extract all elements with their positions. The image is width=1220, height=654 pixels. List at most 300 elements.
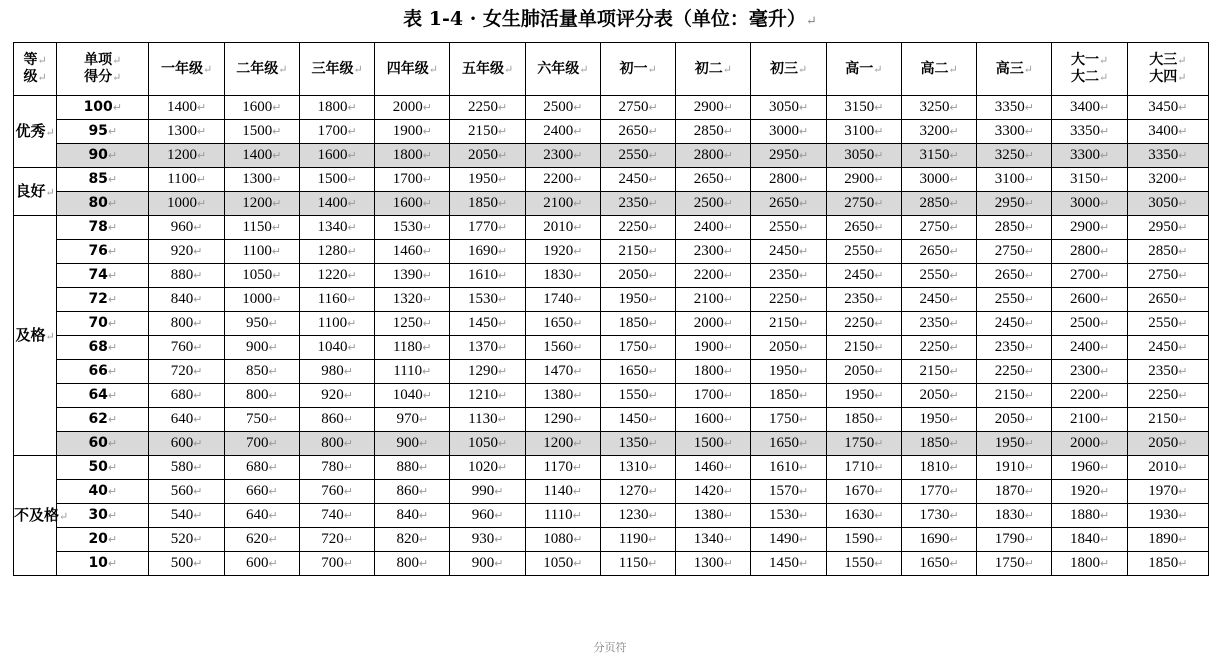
value-cell [299, 264, 374, 288]
score-cell [57, 240, 149, 264]
paragraph-mark-icon: ↵ [723, 150, 733, 162]
value-cell [525, 120, 600, 144]
value-cell [299, 288, 374, 312]
paragraph-mark-icon: ↵ [573, 198, 583, 210]
value-cell [299, 408, 374, 432]
value-text: 1290 [467, 363, 498, 379]
value-cell [450, 96, 525, 120]
value-text: 2050 [467, 147, 498, 163]
paragraph-mark-icon: ↵ [1099, 438, 1110, 450]
value-text: 1320 [392, 291, 423, 307]
value-text: 580 [170, 459, 194, 475]
value-cell [751, 144, 826, 168]
paragraph-mark-icon: ↵ [874, 414, 884, 426]
value-cell [901, 240, 976, 264]
value-text: 1700 [392, 171, 423, 187]
paragraph-mark-icon: ↵ [193, 462, 203, 474]
paragraph-mark-icon: ↵ [107, 293, 118, 306]
table-row [14, 528, 1209, 552]
value-cell [751, 384, 826, 408]
paragraph-mark-icon: ↵ [874, 486, 884, 498]
value-text: 2350 [994, 339, 1025, 355]
value-text: 1650 [543, 315, 574, 331]
paragraph-mark-icon: ↵ [347, 174, 357, 186]
value-text: 1500 [317, 171, 348, 187]
value-cell [149, 432, 224, 456]
value-cell [977, 264, 1052, 288]
paragraph-mark-icon: ↵ [193, 270, 203, 282]
paragraph-mark-icon: ↵ [648, 342, 658, 354]
value-text: 3200 [919, 123, 950, 139]
header-line: 四年级 [386, 60, 429, 77]
paragraph-mark-icon: ↵ [874, 510, 884, 522]
value-text: 1800 [1069, 555, 1100, 571]
header-line: 大一 [1070, 52, 1099, 68]
value-text: 840 [170, 291, 194, 307]
value-text: 1730 [919, 507, 950, 523]
paragraph-mark-icon: ↵ [648, 486, 658, 498]
value-text: 1960 [1069, 459, 1100, 475]
paragraph-mark-icon: ↵ [1099, 366, 1110, 378]
grade-level-char: 秀 [30, 121, 46, 140]
paragraph-mark-icon: ↵ [268, 462, 278, 474]
value-text: 2050 [768, 339, 799, 355]
value-cell [751, 552, 826, 576]
paragraph-mark-icon: ↵ [343, 414, 353, 426]
header-grade-year [1127, 43, 1208, 96]
paragraph-mark-icon: ↵ [648, 438, 658, 450]
value-text: 1950 [844, 387, 875, 403]
value-cell [751, 504, 826, 528]
value-text: 1190 [618, 531, 649, 547]
paragraph-mark-icon: ↵ [648, 270, 658, 282]
paragraph-mark-icon: ↵ [497, 462, 508, 474]
value-cell [751, 120, 826, 144]
value-cell [826, 456, 901, 480]
value-cell [299, 168, 374, 192]
value-text: 800 [396, 555, 419, 571]
value-text: 1110 [543, 507, 573, 523]
value-cell [977, 528, 1052, 552]
paragraph-mark-icon: ↵ [1099, 534, 1110, 546]
value-text: 2350 [618, 195, 649, 211]
value-cell [977, 384, 1052, 408]
value-text: 2550 [768, 219, 799, 235]
value-text: 2300 [1069, 363, 1100, 379]
value-text: 1040 [392, 387, 423, 403]
header-grade-year [600, 43, 675, 96]
value-text: 540 [170, 507, 194, 523]
paragraph-mark-icon: ↵ [648, 558, 658, 570]
paragraph-mark-icon: ↵ [45, 185, 55, 199]
value-cell [1127, 240, 1208, 264]
score-value: 76 [88, 243, 108, 259]
value-text: 1850 [618, 315, 649, 331]
paragraph-mark-icon: ↵ [37, 71, 47, 84]
value-text: 1610 [467, 267, 498, 283]
value-cell [751, 528, 826, 552]
score-cell [57, 456, 149, 480]
value-cell [751, 264, 826, 288]
paragraph-mark-icon: ↵ [949, 126, 959, 138]
value-text: 2400 [1069, 339, 1100, 355]
value-text: 960 [170, 219, 194, 235]
value-cell [901, 528, 976, 552]
paragraph-mark-icon: ↵ [1178, 102, 1188, 114]
value-text: 2100 [693, 291, 724, 307]
value-cell [977, 432, 1052, 456]
value-text: 1670 [844, 483, 875, 499]
paragraph-mark-icon: ↵ [107, 413, 118, 426]
header-grade-year [676, 43, 751, 96]
paragraph-mark-icon: ↵ [196, 126, 207, 138]
value-text: 1910 [994, 459, 1025, 475]
value-cell [600, 504, 675, 528]
value-text: 1650 [919, 555, 950, 571]
paragraph-mark-icon: ↵ [1024, 174, 1034, 186]
value-text: 1310 [618, 459, 649, 475]
value-text: 2450 [1148, 339, 1179, 355]
paragraph-mark-icon: ↵ [497, 414, 507, 426]
paragraph-mark-icon: ↵ [573, 534, 583, 546]
value-cell [1127, 480, 1208, 504]
value-cell [1127, 456, 1208, 480]
header-grade-year [450, 43, 525, 96]
value-cell [826, 264, 901, 288]
value-cell [525, 192, 600, 216]
value-cell [751, 456, 826, 480]
value-text: 2250 [994, 363, 1025, 379]
value-cell [299, 240, 374, 264]
value-text: 2400 [693, 219, 724, 235]
value-text: 2200 [693, 267, 724, 283]
value-text: 1920 [1069, 483, 1100, 499]
paragraph-mark-icon: ↵ [271, 222, 282, 234]
value-text: 1210 [467, 387, 498, 403]
grade-level-char: 格 [30, 325, 46, 344]
header-grade-year [525, 43, 600, 96]
value-text: 2450 [994, 315, 1025, 331]
value-text: 1630 [844, 507, 875, 523]
value-cell [525, 96, 600, 120]
value-text: 1080 [543, 531, 574, 547]
value-cell [1052, 240, 1127, 264]
paragraph-mark-icon: ↵ [1178, 342, 1188, 354]
value-cell [224, 288, 299, 312]
value-text: 1450 [768, 555, 799, 571]
paragraph-mark-icon: ↵ [272, 102, 282, 114]
paragraph-mark-icon: ↵ [873, 62, 883, 76]
value-text: 2050 [1148, 435, 1179, 451]
value-cell [600, 528, 675, 552]
value-text: 2900 [693, 99, 724, 115]
paragraph-mark-icon: ↵ [1024, 294, 1034, 306]
paragraph-mark-icon: ↵ [422, 294, 432, 306]
value-cell [450, 528, 525, 552]
value-cell [1127, 288, 1208, 312]
paragraph-mark-icon: ↵ [272, 270, 282, 282]
value-cell [901, 216, 976, 240]
paragraph-mark-icon: ↵ [1177, 71, 1187, 84]
value-cell [1052, 192, 1127, 216]
paragraph-mark-icon: ↵ [1178, 150, 1188, 162]
paragraph-mark-icon: ↵ [497, 174, 508, 186]
value-cell [901, 360, 976, 384]
header-line: 级 [23, 69, 38, 85]
score-value: 64 [88, 387, 108, 403]
value-text: 2100 [543, 195, 574, 211]
paragraph-mark-icon: ↵ [1024, 414, 1034, 426]
value-cell [826, 552, 901, 576]
value-text: 1950 [467, 171, 498, 187]
value-text: 1840 [1069, 531, 1100, 547]
value-text: 800 [245, 387, 269, 403]
value-text: 1570 [768, 483, 799, 499]
paragraph-mark-icon: ↵ [798, 270, 809, 282]
value-cell [525, 504, 600, 528]
value-cell [450, 504, 525, 528]
paragraph-mark-icon: ↵ [648, 462, 658, 474]
paragraph-mark-icon: ↵ [573, 318, 583, 330]
value-text: 900 [245, 339, 269, 355]
value-text: 3100 [994, 171, 1025, 187]
value-cell [751, 432, 826, 456]
header-line: 三年级 [311, 60, 354, 77]
value-text: 1610 [768, 459, 799, 475]
paragraph-mark-icon: ↵ [949, 102, 959, 114]
paragraph-mark-icon: ↵ [347, 270, 357, 282]
value-cell [224, 192, 299, 216]
value-cell [525, 168, 600, 192]
value-cell [751, 408, 826, 432]
score-value: 10 [88, 555, 108, 571]
paragraph-mark-icon: ↵ [422, 198, 432, 210]
paragraph-mark-icon: ↵ [798, 150, 809, 162]
paragraph-mark-icon: ↵ [107, 173, 118, 186]
value-cell [600, 120, 675, 144]
value-cell [600, 168, 675, 192]
value-cell [299, 192, 374, 216]
paragraph-mark-icon: ↵ [874, 462, 884, 474]
value-text: 1710 [844, 459, 875, 475]
value-cell [375, 288, 450, 312]
paragraph-mark-icon: ↵ [343, 366, 353, 378]
value-cell [600, 288, 675, 312]
value-text: 1900 [392, 123, 423, 139]
value-text: 2750 [1148, 267, 1179, 283]
value-text: 3350 [994, 99, 1025, 115]
paragraph-mark-icon: ↵ [193, 390, 203, 402]
value-text: 2850 [919, 195, 950, 211]
paragraph-mark-icon: ↵ [1024, 270, 1034, 282]
paragraph-mark-icon: ↵ [948, 62, 958, 76]
value-text: 2550 [919, 267, 950, 283]
header-line: 高三 [995, 60, 1024, 77]
value-text: 850 [245, 363, 269, 379]
paragraph-mark-icon: ↵ [268, 390, 278, 402]
value-cell [375, 456, 450, 480]
paragraph-mark-icon: ↵ [107, 485, 118, 498]
value-cell [1052, 408, 1127, 432]
value-cell [525, 216, 600, 240]
grade-level-char: 优 [15, 121, 31, 140]
value-cell [1052, 504, 1127, 528]
value-text: 1690 [467, 243, 498, 259]
paragraph-mark-icon: ↵ [272, 174, 282, 186]
paragraph-mark-icon: ↵ [347, 246, 357, 258]
value-cell [299, 456, 374, 480]
value-cell [901, 384, 976, 408]
lung-capacity-score-table [13, 42, 1209, 576]
value-text: 3450 [1148, 99, 1179, 115]
paragraph-mark-icon: ↵ [343, 510, 353, 522]
value-text: 2500 [693, 195, 724, 211]
value-text: 2700 [1069, 267, 1100, 283]
score-value: 40 [88, 483, 108, 499]
paragraph-mark-icon: ↵ [497, 318, 508, 330]
paragraph-mark-icon: ↵ [1178, 246, 1188, 258]
paragraph-mark-icon: ↵ [1178, 198, 1188, 210]
paragraph-mark-icon: ↵ [648, 414, 658, 426]
value-text: 1850 [919, 435, 950, 451]
value-cell [450, 456, 525, 480]
value-text: 960 [471, 507, 495, 523]
value-text: 1220 [317, 267, 348, 283]
value-cell [1127, 144, 1208, 168]
paragraph-mark-icon: ↵ [353, 62, 363, 76]
value-text: 1950 [994, 435, 1025, 451]
paragraph-mark-icon: ↵ [798, 438, 809, 450]
value-cell [375, 408, 450, 432]
value-text: 720 [321, 531, 344, 547]
paragraph-mark-icon: ↵ [1024, 438, 1034, 450]
paragraph-mark-icon: ↵ [422, 126, 432, 138]
paragraph-mark-icon: ↵ [573, 270, 583, 282]
value-cell [600, 264, 675, 288]
paragraph-mark-icon: ↵ [193, 246, 203, 258]
table-row [14, 192, 1209, 216]
paragraph-mark-icon: ↵ [1024, 510, 1034, 522]
paragraph-mark-icon: ↵ [648, 510, 658, 522]
paragraph-mark-icon: ↵ [1099, 342, 1110, 354]
value-text: 1400 [242, 147, 273, 163]
value-cell [224, 240, 299, 264]
paragraph-mark-icon: ↵ [418, 558, 429, 570]
paragraph-mark-icon: ↵ [1024, 486, 1034, 498]
value-text: 1650 [618, 363, 649, 379]
header-grade-year [1052, 43, 1127, 96]
paragraph-mark-icon: ↵ [1178, 438, 1188, 450]
paragraph-mark-icon: ↵ [1099, 150, 1110, 162]
paragraph-mark-icon: ↵ [422, 390, 432, 402]
paragraph-mark-icon: ↵ [422, 246, 432, 258]
value-cell [299, 504, 374, 528]
value-text: 700 [245, 435, 269, 451]
value-cell [224, 504, 299, 528]
value-text: 3050 [768, 99, 799, 115]
paragraph-mark-icon: ↵ [1098, 71, 1109, 84]
paragraph-mark-icon: ↵ [112, 101, 123, 114]
paragraph-mark-icon: ↵ [347, 294, 357, 306]
value-text: 3000 [1069, 195, 1100, 211]
paragraph-mark-icon: ↵ [343, 438, 353, 450]
value-cell [149, 336, 224, 360]
value-text: 2250 [844, 315, 875, 331]
paragraph-mark-icon: ↵ [722, 62, 732, 76]
grade-level-char: 及 [29, 505, 45, 524]
paragraph-mark-icon: ↵ [1099, 510, 1110, 522]
value-cell [1127, 192, 1208, 216]
value-cell [525, 336, 600, 360]
value-cell [977, 288, 1052, 312]
paragraph-mark-icon: ↵ [193, 222, 203, 234]
paragraph-mark-icon: ↵ [45, 125, 55, 139]
paragraph-mark-icon: ↵ [497, 342, 508, 354]
header-line: 初三 [769, 60, 798, 77]
paragraph-mark-icon: ↵ [798, 102, 809, 114]
value-text: 1770 [467, 219, 498, 235]
value-text: 1470 [543, 363, 574, 379]
paragraph-mark-icon: ↵ [798, 246, 809, 258]
value-text: 3000 [768, 123, 799, 139]
paragraph-mark-icon: ↵ [1098, 54, 1109, 67]
paragraph-mark-icon: ↵ [648, 366, 658, 378]
value-cell [600, 240, 675, 264]
paragraph-mark-icon: ↵ [798, 198, 809, 210]
value-text: 2550 [994, 291, 1025, 307]
score-cell [57, 120, 149, 144]
value-cell [977, 96, 1052, 120]
value-cell [826, 312, 901, 336]
score-value: 50 [88, 459, 108, 475]
paragraph-mark-icon: ↵ [37, 54, 47, 67]
header-grade-year [375, 43, 450, 96]
value-text: 1950 [919, 411, 950, 427]
value-cell [901, 120, 976, 144]
value-cell [299, 384, 374, 408]
value-text: 2250 [1148, 387, 1179, 403]
value-cell [525, 384, 600, 408]
paragraph-mark-icon: ↵ [343, 462, 353, 474]
score-cell [57, 432, 149, 456]
value-cell [450, 216, 525, 240]
value-text: 2300 [543, 147, 574, 163]
value-cell [901, 144, 976, 168]
paragraph-mark-icon: ↵ [573, 222, 583, 234]
value-cell [1052, 480, 1127, 504]
value-text: 1750 [844, 435, 875, 451]
value-cell [450, 432, 525, 456]
value-cell [676, 144, 751, 168]
table-row [14, 552, 1209, 576]
value-text: 1530 [392, 219, 423, 235]
value-text: 2750 [994, 243, 1025, 259]
value-cell [901, 192, 976, 216]
table-row [14, 504, 1209, 528]
paragraph-mark-icon: ↵ [874, 126, 884, 138]
value-cell [676, 264, 751, 288]
value-text: 800 [321, 435, 344, 451]
paragraph-mark-icon: ↵ [949, 222, 959, 234]
paragraph-mark-icon: ↵ [723, 246, 733, 258]
value-text: 2600 [1069, 291, 1100, 307]
page-break-label: 分页符 [593, 641, 627, 654]
table-row [14, 432, 1209, 456]
paragraph-mark-icon: ↵ [1099, 390, 1110, 402]
score-value: 66 [88, 363, 108, 379]
value-cell [224, 120, 299, 144]
value-cell [1052, 96, 1127, 120]
